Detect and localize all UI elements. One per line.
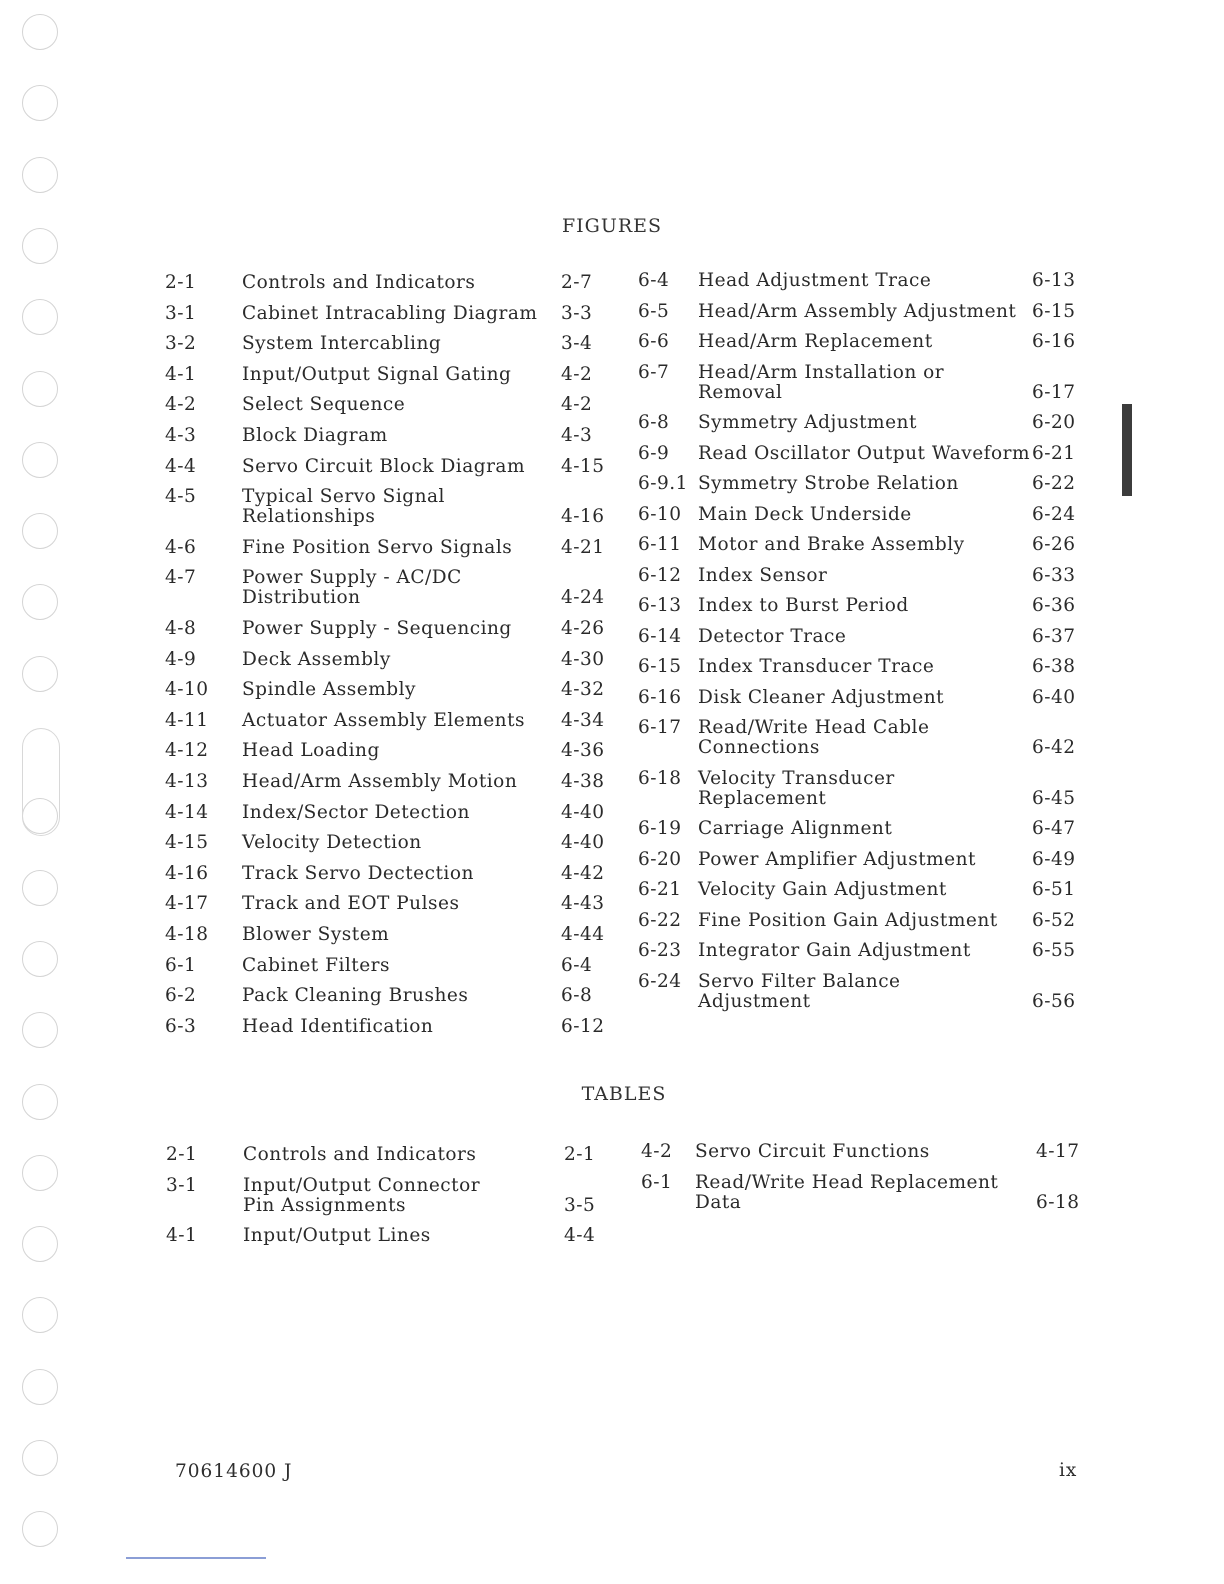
entry-number: 6-9.1 <box>638 473 688 494</box>
entry-number: 4-5 <box>165 486 197 508</box>
entry-title <box>242 741 380 761</box>
entry-title-line: Servo Filter Balance <box>698 970 901 992</box>
entry-page: 6-8 <box>561 985 593 1007</box>
entry-number: 6-21 <box>638 879 682 900</box>
entry-number: 6-20 <box>638 848 682 870</box>
entry-title <box>242 395 405 415</box>
entry-title-line: Connections <box>698 737 820 758</box>
entry-title-line: Deck Assembly <box>242 648 391 670</box>
entry-page: 6-15 <box>1032 300 1076 322</box>
entry-title <box>698 941 971 961</box>
entry-title-line: Integrator Gain Adjustment <box>698 940 971 961</box>
entry-title-line: Read/Write Head Cable <box>698 717 930 738</box>
entry-title-line: Carriage Alignment <box>698 818 893 839</box>
entry-title <box>242 833 422 853</box>
entry-title-line: Input/Output Connector <box>243 1174 481 1196</box>
entry-number: 4-10 <box>165 679 209 701</box>
entry-number: 2-1 <box>166 1144 198 1165</box>
entry-page: 4-40 <box>561 801 605 823</box>
entry-title-line: Head/Arm Installation or <box>698 361 945 383</box>
entry-title-line: Fine Position Servo Signals <box>242 536 513 558</box>
entry-number: 2-1 <box>165 272 197 293</box>
entry-title-line: Actuator Assembly Elements <box>242 709 526 731</box>
entry-title <box>242 568 462 608</box>
entry-title-line: Controls and Indicators <box>243 1144 477 1165</box>
entry-title <box>242 457 525 477</box>
entry-page: 6-49 <box>1032 848 1076 870</box>
entry-title <box>698 332 933 352</box>
entry-number: 4-12 <box>165 740 209 762</box>
binder-hole <box>22 85 58 121</box>
entry-title <box>698 769 895 809</box>
entry-number: 4-18 <box>165 924 209 945</box>
entry-title-line: Power Supply - Sequencing <box>242 618 512 639</box>
entry-page: 4-17 <box>1036 1141 1080 1162</box>
entry-page: 6-56 <box>1032 990 1076 1012</box>
entry-title <box>242 426 388 446</box>
entry-title-line: Typical Servo Signal <box>242 486 445 508</box>
entry-number: 4-16 <box>165 862 209 884</box>
entry-number: 6-3 <box>165 1015 197 1037</box>
entry-page: 6-36 <box>1032 595 1076 616</box>
entry-title-line: Index/Sector Detection <box>242 801 470 823</box>
entry-number: 4-14 <box>165 801 209 823</box>
entry-number: 6-4 <box>638 270 670 291</box>
entry-title <box>242 538 512 558</box>
entry-number: 6-10 <box>638 503 682 525</box>
entry-title <box>243 1226 431 1246</box>
entry-title-line: Read/Write Head Replacement <box>695 1171 999 1193</box>
entry-page: 6-52 <box>1032 909 1076 931</box>
entry-title-line: Head/Arm Assembly Adjustment <box>698 300 1017 322</box>
entry-title <box>698 535 965 555</box>
entry-page: 3-5 <box>564 1194 596 1216</box>
entry-number: 6-22 <box>638 909 682 931</box>
entry-number: 4-6 <box>165 536 197 558</box>
entry-title-line: System Intercabling <box>242 333 442 355</box>
entry-number: 4-3 <box>165 425 197 446</box>
entry-number: 4-17 <box>165 893 209 915</box>
entry-number: 4-4 <box>165 455 197 477</box>
entry-number: 6-1 <box>165 954 197 976</box>
binder-hole <box>22 1369 58 1405</box>
entry-page: 4-4 <box>564 1225 596 1246</box>
entry-number: 4-7 <box>165 567 197 589</box>
entry-page: 4-3 <box>561 425 593 446</box>
entry-number: 4-15 <box>165 832 209 854</box>
binder-hole <box>22 941 58 977</box>
entry-title <box>243 1145 476 1165</box>
entry-title-line: Index Sensor <box>698 564 828 586</box>
entry-title-line: Fine Position Gain Adjustment <box>698 909 998 931</box>
entry-number: 6-8 <box>638 412 670 433</box>
entry-number: 4-2 <box>641 1141 673 1162</box>
binder-hole <box>22 157 58 193</box>
entry-page: 4-43 <box>561 893 605 915</box>
entry-page: 4-44 <box>561 924 605 945</box>
entry-title <box>242 334 441 354</box>
entry-page: 2-7 <box>561 272 593 293</box>
entry-title <box>698 972 901 1012</box>
entry-title-line: Head Adjustment Trace <box>698 270 932 291</box>
entry-title-line: Head Loading <box>242 740 380 762</box>
binder-hole <box>22 371 58 407</box>
entry-title <box>698 413 917 433</box>
entry-title-line: Head Identification <box>242 1015 434 1037</box>
entry-title-line: Power Supply - AC/DC <box>242 567 462 589</box>
entry-page: 3-3 <box>561 302 593 324</box>
binder-hole <box>22 513 58 549</box>
entry-page: 6-47 <box>1032 818 1076 839</box>
entry-title <box>242 711 525 731</box>
entry-page: 3-4 <box>561 333 593 355</box>
entry-title <box>698 911 998 931</box>
entry-title-line: Track and EOT Pulses <box>242 893 460 915</box>
entry-title <box>698 474 959 494</box>
entry-title <box>242 619 512 639</box>
entry-title-line: Main Deck Underside <box>698 503 912 525</box>
entry-page: 6-55 <box>1032 940 1076 961</box>
entry-title <box>698 566 827 586</box>
entry-page: 6-18 <box>1036 1191 1080 1213</box>
entry-title-line: Velocity Transducer <box>698 767 895 789</box>
entry-title <box>242 365 511 385</box>
entry-page: 4-36 <box>561 740 605 762</box>
entry-title <box>242 273 475 293</box>
entry-title <box>698 880 947 900</box>
document-number: 70614600 J <box>175 1461 293 1482</box>
entry-title <box>242 487 445 527</box>
entry-page: 6-21 <box>1032 442 1076 464</box>
binder-hole <box>22 656 58 692</box>
entry-title <box>242 986 468 1006</box>
entry-page: 4-24 <box>561 587 605 609</box>
entry-title <box>243 1176 480 1216</box>
entry-page: 4-32 <box>561 679 605 701</box>
entry-title-line: Select Sequence <box>242 394 406 416</box>
entry-title <box>698 271 931 291</box>
figures-heading: FIGURES <box>561 215 663 237</box>
entry-title <box>695 1173 998 1213</box>
entry-number: 6-15 <box>638 656 682 677</box>
entry-title <box>698 302 1016 322</box>
entry-page: 4-2 <box>561 394 593 416</box>
entry-number: 4-1 <box>166 1225 198 1246</box>
page-number: ix <box>1059 1460 1078 1481</box>
entry-title-line: Adjustment <box>698 990 811 1012</box>
entry-title <box>698 718 929 758</box>
entry-title-line: Distribution <box>242 587 361 609</box>
entry-title <box>242 772 517 792</box>
tables-heading: TABLES <box>581 1083 667 1105</box>
entry-page: 4-26 <box>561 618 605 639</box>
entry-title <box>698 596 909 616</box>
entry-number: 6-18 <box>638 767 682 789</box>
entry-number: 6-5 <box>638 300 670 322</box>
entry-title <box>698 819 892 839</box>
entry-title <box>242 304 537 324</box>
entry-title-line: Track Servo Dectection <box>242 862 474 884</box>
entry-title <box>695 1142 930 1162</box>
binder-hole <box>22 584 58 620</box>
entry-title <box>698 505 912 525</box>
entry-page: 4-2 <box>561 363 593 385</box>
entry-title <box>242 650 391 670</box>
entry-page: 6-26 <box>1032 534 1076 555</box>
entry-number: 6-13 <box>638 595 682 616</box>
entry-title-line: Cabinet Intracabling Diagram <box>242 302 538 324</box>
entry-page: 4-21 <box>561 536 605 558</box>
entry-title-line: Controls and Indicators <box>242 272 476 293</box>
entry-number: 4-1 <box>165 363 197 385</box>
binder-hole <box>22 1297 58 1333</box>
entry-page: 6-45 <box>1032 787 1076 809</box>
entry-title <box>698 627 846 647</box>
entry-page: 4-16 <box>561 506 605 528</box>
entry-title <box>698 657 934 677</box>
entry-page: 6-12 <box>561 1015 605 1037</box>
entry-number: 6-17 <box>638 717 682 738</box>
binder-hole <box>22 1440 58 1476</box>
entry-title <box>242 956 390 976</box>
entry-number: 4-13 <box>165 771 209 792</box>
entry-number: 3-1 <box>165 302 197 324</box>
entry-title-line: Relationships <box>242 506 376 528</box>
binder-hole <box>22 299 58 335</box>
entry-page: 4-40 <box>561 832 605 854</box>
binder-hole <box>22 14 58 50</box>
entry-title-line: Data <box>695 1191 742 1213</box>
entry-title-line: Read Oscillator Output Waveform <box>698 442 1031 464</box>
entry-title <box>242 925 389 945</box>
entry-page: 6-4 <box>561 954 593 976</box>
entry-number: 4-8 <box>165 618 197 639</box>
entry-number: 6-16 <box>638 686 682 708</box>
entry-title-line: Input/Output Lines <box>243 1225 431 1246</box>
binder-hole <box>22 442 58 478</box>
entry-page: 6-51 <box>1032 879 1076 900</box>
entry-title-line: Velocity Detection <box>242 832 422 854</box>
entry-page: 4-30 <box>561 648 605 670</box>
binder-hole <box>22 1012 58 1048</box>
binder-hole <box>22 1226 58 1262</box>
entry-number: 4-9 <box>165 648 197 670</box>
entry-title-line: Pin Assignments <box>243 1194 407 1216</box>
entry-number: 4-2 <box>165 394 197 416</box>
entry-title <box>698 850 976 870</box>
entry-page: 6-40 <box>1032 686 1076 708</box>
entry-title-line: Cabinet Filters <box>242 954 391 976</box>
entry-page: 6-16 <box>1032 331 1076 352</box>
entry-page: 2-1 <box>564 1144 596 1165</box>
entry-title-line: Input/Output Signal Gating <box>242 363 512 385</box>
entry-title-line: Velocity Gain Adjustment <box>698 879 947 900</box>
entry-number: 6-11 <box>638 534 682 555</box>
entry-number: 6-7 <box>638 361 670 383</box>
entry-title <box>698 363 944 403</box>
binder-hole <box>22 1511 58 1547</box>
entry-title-line: Pack Cleaning Brushes <box>242 985 469 1007</box>
entry-title-line: Block Diagram <box>242 425 388 446</box>
entry-page: 6-17 <box>1032 381 1076 403</box>
entry-title-line: Detector Trace <box>698 625 847 647</box>
entry-title <box>242 1017 433 1037</box>
entry-title-line: Replacement <box>698 787 827 809</box>
entry-title-line: Spindle Assembly <box>242 679 416 701</box>
entry-page: 6-37 <box>1032 625 1076 647</box>
entry-number: 6-9 <box>638 442 670 464</box>
entry-number: 3-2 <box>165 333 197 355</box>
entry-title-line: Removal <box>698 381 783 403</box>
entry-title-line: Servo Circuit Functions <box>695 1141 930 1162</box>
entry-title-line: Symmetry Strobe Relation <box>698 473 959 494</box>
entry-page: 6-20 <box>1032 412 1076 433</box>
entry-title-line: Symmetry Adjustment <box>698 412 917 433</box>
binder-hole <box>22 870 58 906</box>
entry-number: 3-1 <box>166 1174 198 1196</box>
entry-title-line: Servo Circuit Block Diagram <box>242 455 525 477</box>
entry-title-line: Motor and Brake Assembly <box>698 534 965 555</box>
blue-underline <box>126 1557 266 1559</box>
entry-title-line: Head/Arm Replacement <box>698 331 933 352</box>
binder-clip <box>22 728 60 836</box>
entry-title-line: Index Transducer Trace <box>698 656 935 677</box>
entry-page: 4-38 <box>561 771 605 792</box>
entry-title <box>242 864 474 884</box>
entry-number: 6-24 <box>638 970 682 992</box>
entry-page: 6-22 <box>1032 473 1076 494</box>
entry-page: 6-13 <box>1032 270 1076 291</box>
entry-page: 6-38 <box>1032 656 1076 677</box>
entry-number: 6-23 <box>638 940 682 961</box>
entry-number: 6-2 <box>165 985 197 1007</box>
entry-title <box>698 688 944 708</box>
entry-title-line: Index to Burst Period <box>698 595 909 616</box>
entry-number: 6-1 <box>641 1171 673 1193</box>
binder-hole <box>22 1155 58 1191</box>
entry-number: 6-6 <box>638 331 670 352</box>
entry-number: 6-12 <box>638 564 682 586</box>
entry-title-line: Power Amplifier Adjustment <box>698 848 976 870</box>
entry-page: 6-24 <box>1032 503 1076 525</box>
entry-page: 6-33 <box>1032 564 1076 586</box>
entry-title <box>242 803 470 823</box>
entry-title-line: Disk Cleaner Adjustment <box>698 686 945 708</box>
entry-page: 4-15 <box>561 455 605 477</box>
entry-page: 4-42 <box>561 862 605 884</box>
entry-page: 6-42 <box>1032 737 1076 758</box>
entry-number: 4-11 <box>165 709 209 731</box>
entry-number: 6-14 <box>638 625 682 647</box>
entry-title <box>242 894 459 914</box>
entry-title <box>242 680 416 700</box>
entry-title-line: Head/Arm Assembly Motion <box>242 771 518 792</box>
entry-page: 4-34 <box>561 709 605 731</box>
entry-title-line: Blower System <box>242 924 390 945</box>
entry-title <box>698 444 1030 464</box>
entry-number: 6-19 <box>638 818 682 839</box>
edge-mark <box>1122 404 1132 496</box>
